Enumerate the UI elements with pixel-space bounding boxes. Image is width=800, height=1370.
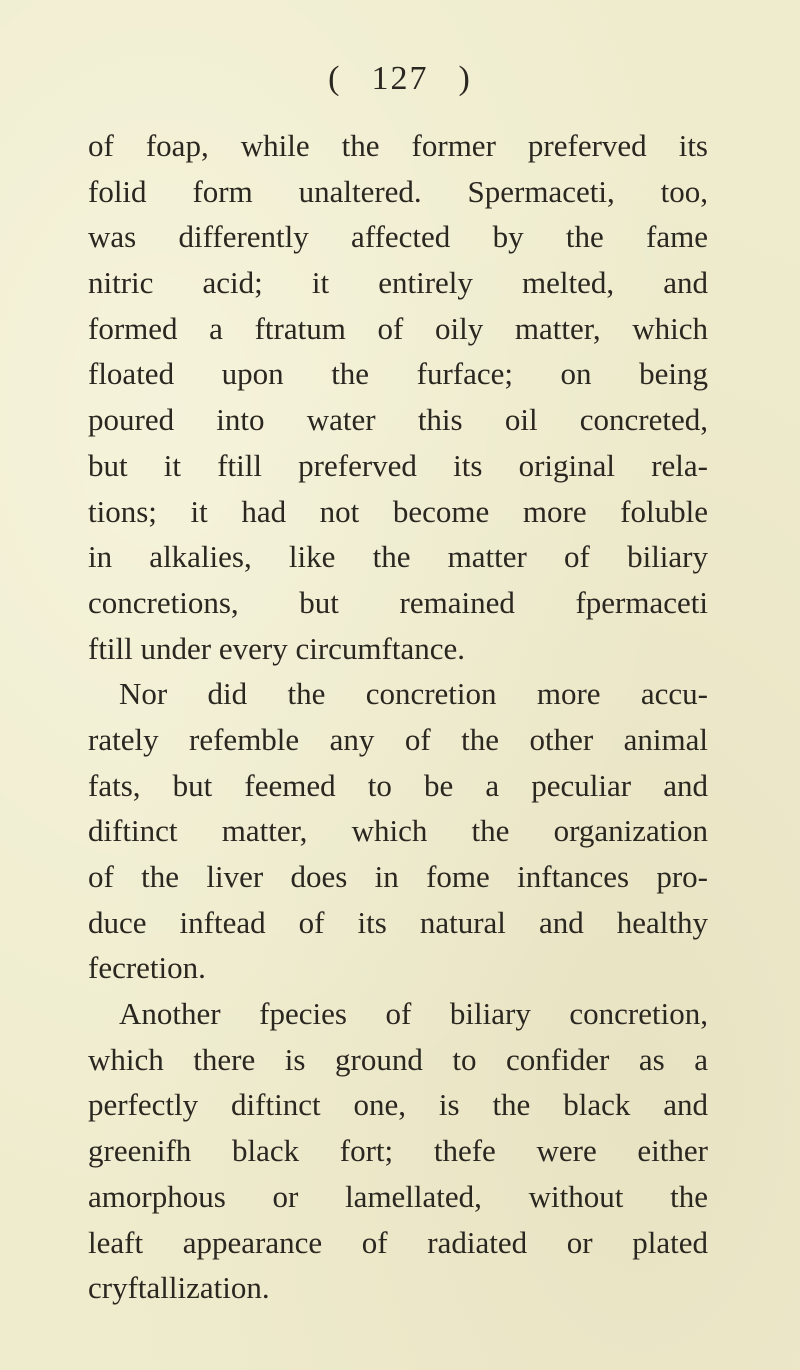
- text-line: greenifh black fort; thefe were either: [88, 1133, 708, 1169]
- text-line: perfectly diftinct one, is the black and: [88, 1087, 708, 1123]
- text-line: nitric acid; it entirely melted, and: [88, 265, 708, 301]
- text-line: ftill under every circumftance.: [88, 630, 465, 666]
- text-line: concretions, but remained fpermaceti: [88, 584, 708, 620]
- paragraph-2: [88, 671, 708, 991]
- page-header: [0, 60, 800, 98]
- text-line: amorphous or lamellated, without the: [88, 1178, 708, 1214]
- text-line: formed a ftratum of oily matter, which: [88, 310, 708, 346]
- text-line: of foap, while the former preferved its: [88, 128, 708, 163]
- text-line: diftinct matter, which the organization: [88, 813, 708, 849]
- open-paren: (: [328, 60, 342, 97]
- text-line: leaft appearance of radiated or plated: [88, 1224, 708, 1260]
- text-line: rately refemble any of the other animal: [88, 721, 708, 757]
- text-line: duce inftead of its natural and healthy: [88, 904, 708, 940]
- paragraph-3: [88, 991, 708, 1311]
- text-line: fecretion.: [88, 950, 206, 986]
- text-line: Nor did the concretion more accu-: [119, 676, 708, 712]
- text-line: in alkalies, like the matter of biliary: [88, 539, 708, 575]
- paragraph-1: [88, 123, 708, 671]
- text-line: which there is ground to confider as a: [88, 1041, 708, 1077]
- text-line: folid form unaltered. Spermaceti, too,: [88, 173, 708, 209]
- body-text: [88, 123, 708, 1311]
- text-line: cryftallization.: [88, 1270, 270, 1306]
- page-number: 127: [371, 60, 429, 97]
- close-paren: ): [458, 60, 472, 97]
- text-line: of the liver does in fome inftances pro-: [88, 859, 708, 894]
- text-line: fats, but feemed to be a peculiar and: [88, 767, 708, 803]
- text-line: was differently affected by the fame: [88, 219, 708, 255]
- text-line: floated upon the furface; on being: [88, 356, 708, 392]
- text-line: tions; it had not become more foluble: [88, 493, 708, 529]
- text-line: Another fpecies of biliary concretion,: [119, 996, 708, 1032]
- text-line: poured into water this oil concreted,: [88, 402, 708, 438]
- text-line: but it ftill preferved its original rela-: [88, 447, 708, 483]
